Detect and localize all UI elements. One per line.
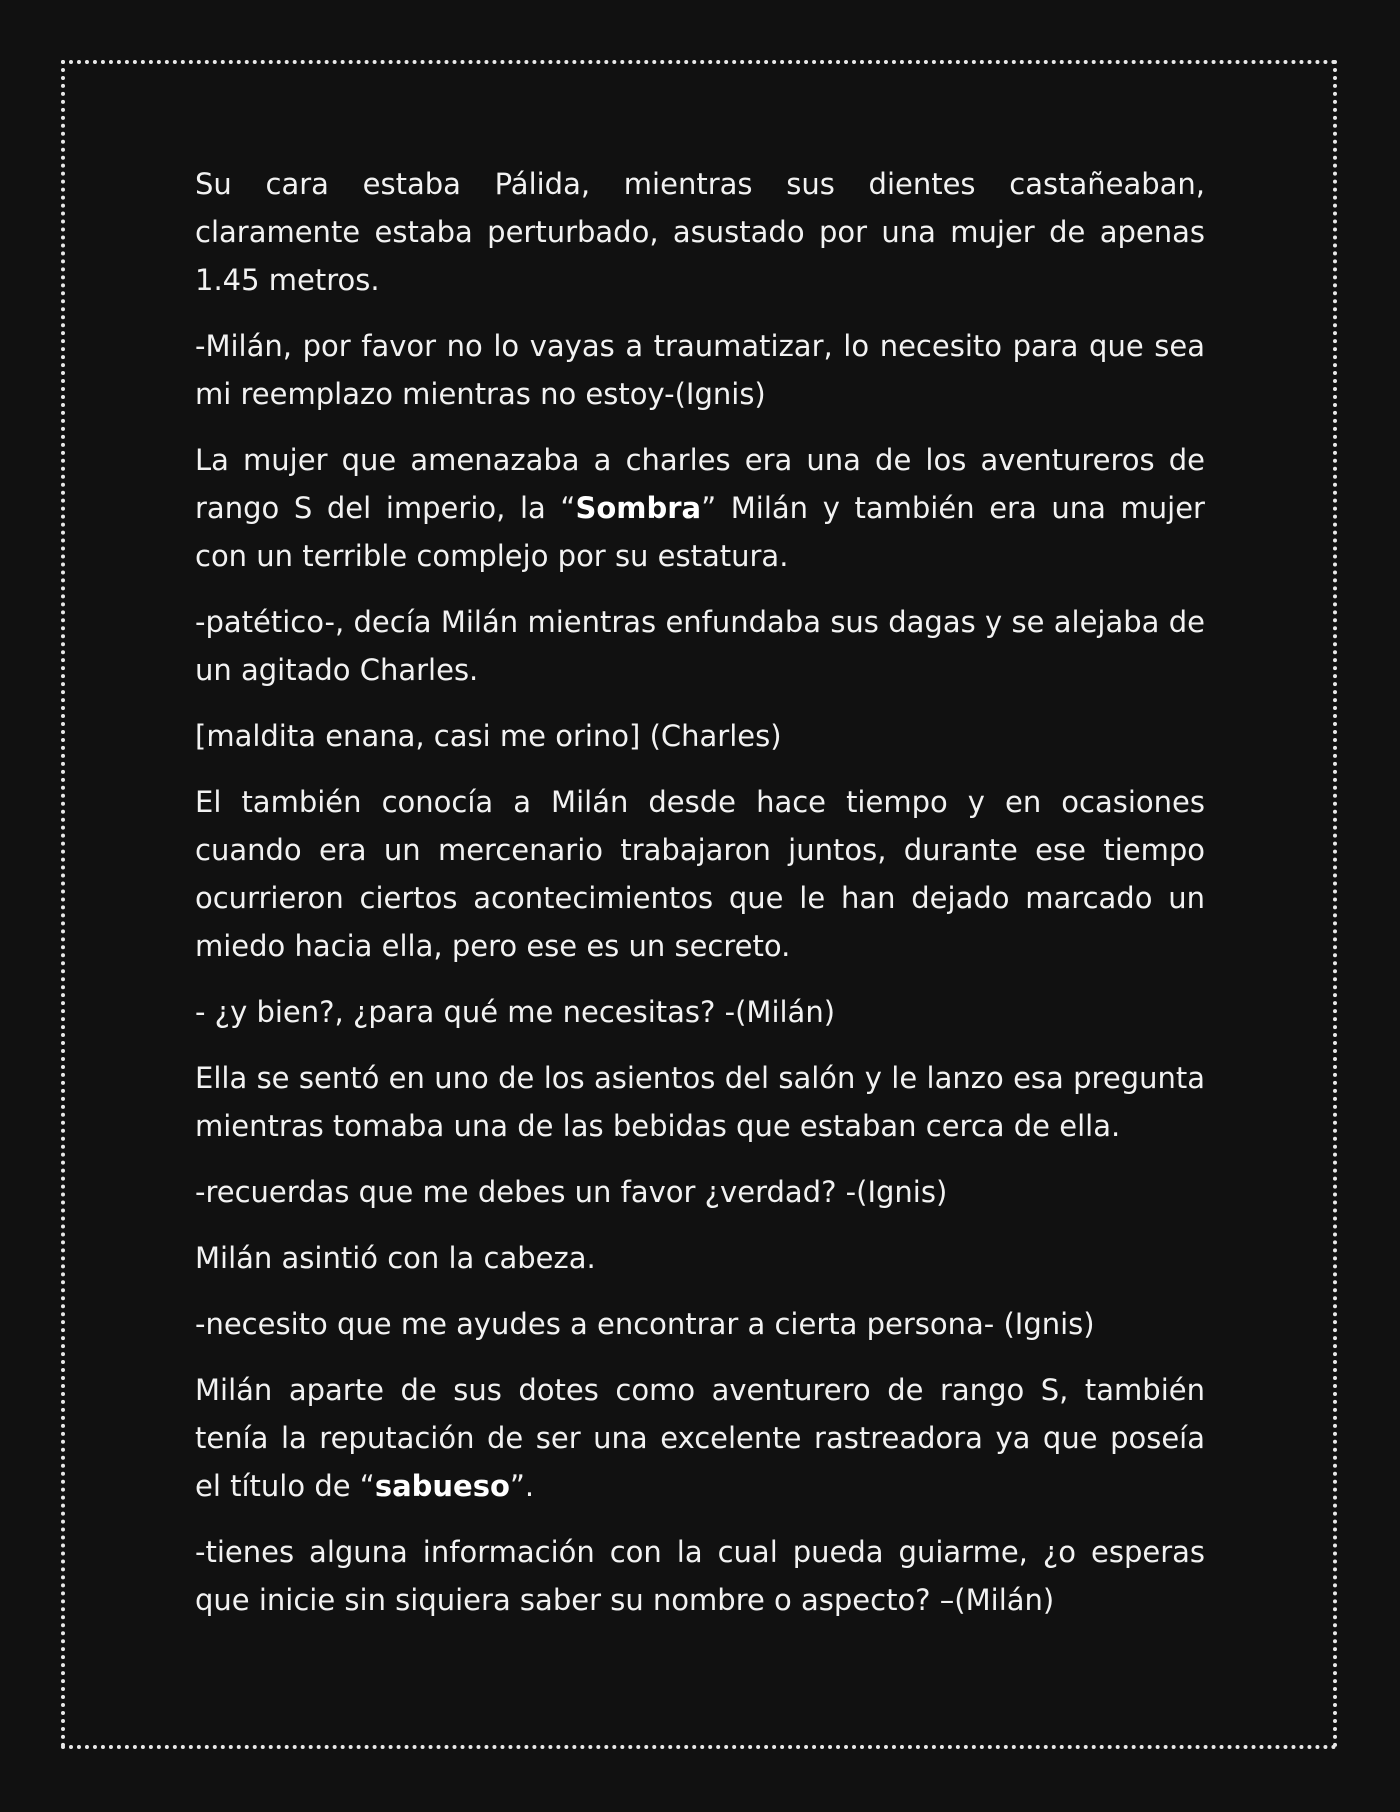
paragraph: Ella se sentó en uno de los asientos del salón y le lanzo esa pregunta mientras tomaba una de las bebidas que estaban cerca de ella. xyxy=(195,1061,1205,1143)
paragraph: -necesito que me ayudes a encontrar a cierta persona- (Ignis) xyxy=(195,1307,1095,1341)
paragraph: -recuerdas que me debes un favor ¿verdad? -(Ignis) xyxy=(195,1175,948,1209)
paragraph: -patético-, decía Milán mientras enfundaba sus dagas y se alejaba de un agitado Charles. xyxy=(195,605,1205,687)
page-text-body xyxy=(195,160,1205,1642)
bold-term-sombra: Sombra xyxy=(575,491,702,525)
paragraph xyxy=(195,436,1205,580)
paragraph-text: Milán aparte de sus dotes como aventurero de rango S, también tenía la reputación de ser una excelente rastreadora ya que poseía el título de “ xyxy=(195,1373,1205,1503)
paragraph xyxy=(195,1366,1205,1510)
paragraph: -Milán, por favor no lo vayas a traumatizar, lo necesito para que sea mi reemplazo mientras no estoy-(Ignis) xyxy=(195,329,1205,411)
bold-term-sabueso: sabueso xyxy=(374,1469,510,1503)
paragraph: Milán asintió con la cabeza. xyxy=(195,1241,596,1275)
paragraph-text: La mujer que amenazaba a charles era una de los aventureros de rango S del imperio, la “ xyxy=(195,443,1205,525)
paragraph: - ¿y bien?, ¿para qué me necesitas? -(Milán) xyxy=(195,995,836,1029)
paragraph-text: ” Milán y también era una mujer con un terrible complejo por su estatura. xyxy=(195,491,1205,573)
paragraph-text: ”. xyxy=(509,1469,535,1503)
paragraph: [maldita enana, casi me orino] (Charles) xyxy=(195,719,782,753)
paragraph: El también conocía a Milán desde hace tiempo y en ocasiones cuando era un mercenario trabajaron juntos, durante ese tiempo ocurrieron ciertos acontecimientos que le han dejado marcado un miedo hacia ella, pero ese es un secreto. xyxy=(195,785,1205,963)
paragraph: Su cara estaba Pálida, mientras sus dientes castañeaban, claramente estaba perturbado, asustado por una mujer de apenas 1.45 metros. xyxy=(195,167,1205,297)
paragraph: -tienes alguna información con la cual pueda guiarme, ¿o esperas que inicie sin siquiera saber su nombre o aspecto? –(Milán) xyxy=(195,1535,1205,1617)
